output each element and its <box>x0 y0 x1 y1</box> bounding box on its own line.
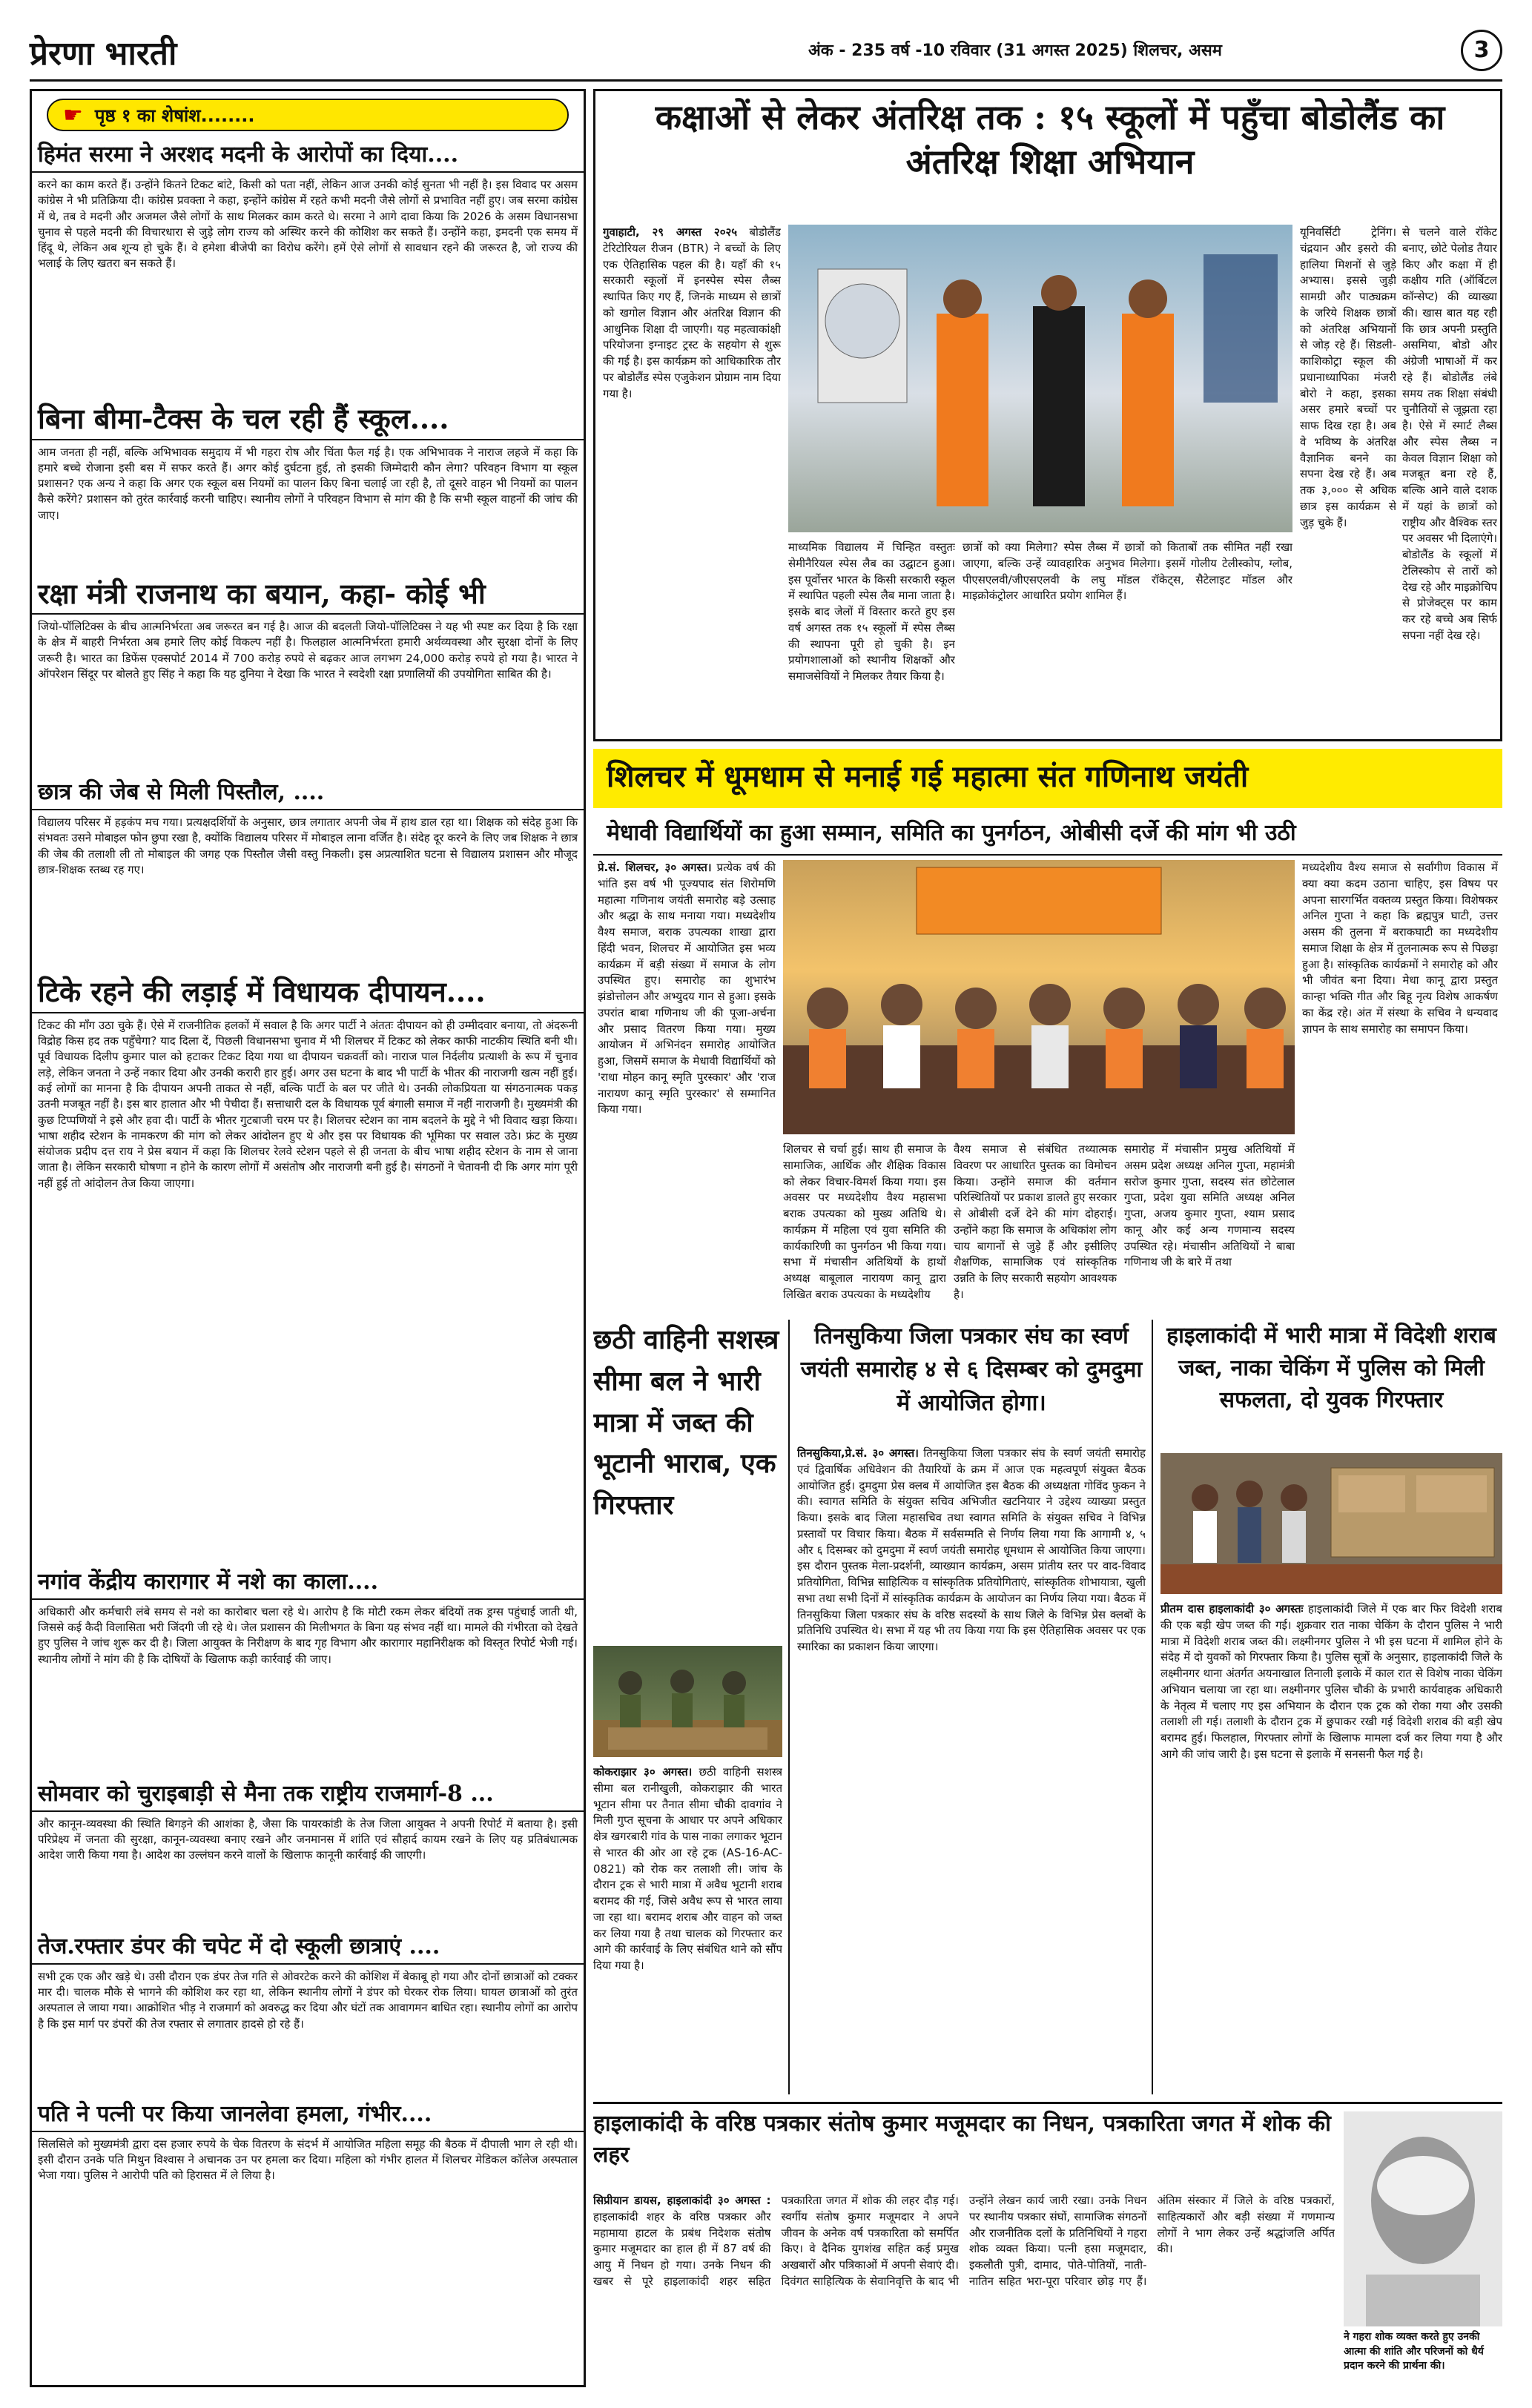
item-body: सभी ट्रक एक और खड़े थे। उसी दौरान एक डंपर तेज गति से ओवरटेक करने की कोशिश में बेकाबू हो गया और दोनों छात्राओं को टक्कर मार दी। चालक मौके से भागने की कोशिश कर रहा था, लेकिन स्थानीय लोगों ने डंपर को घेरकर रोक लिया। घायल छात्राओं को तुरंत अस्पताल ले जाया गया। आक्रोशित भीड़ ने राजमार्ग को अवरुद्ध कर दिया और घंटों तक आवागमन बाधित रहा। स्थानीय लोगों का आरोप है कि इस मार्ग पर डंपरों की तेज रफ्तार से लगातार हादसे हो रहे हैं। <box>38 1969 578 2031</box>
liquor-body: हाइलाकांदी जिले में एक बार फिर विदेशी शराब की एक बड़ी खेप जब्त की गई। शुक्रवार रात नाका चेकिंग के दौरान पुलिस ने भारी मात्रा में विदेशी शराब जब्त की। लक्ष्मीनगर पुलिस ने भी इस घटना में शामिल होने के संदेह में दो युवकों को गिरफ्तार किया है। पुलिस सूत्रों के अनुसार, हाइलाकांदी जिले के लक्ष्मीनगर थाना अंतर्गत अयनाखाल तिनाली इलाके में काल रात से विशेष नाका चेकिंग अभियान चलाया जा रहा था। लक्ष्मीनगर पुलिस चौकी के प्रभारी कार्यवाहक अधिकारी के नेतृत्व में चलाए गए इस अभियान के दौरान एक ट्रक को रोका गया और उसकी तलाशी ली गई। तलाशी के दौरान ट्रक में छुपाकर रखी गई विदेशी शराब की बड़ी खेप बरामद हुई। फिलहाल, गिरफ्तार लोगों के खिलाफ मामला दर्ज कर लिया गया है और आगे की जांच जारी है। इस घटना से इलाके में सनसनी फैल गई है। <box>1160 1602 1502 1761</box>
liquor-article <box>1160 1320 1502 2094</box>
liquor-dateline: प्रीतम दास हाइलाकांदी ३० अगस्तः <box>1160 1602 1304 1615</box>
space-article <box>593 89 1502 741</box>
space-text-left <box>603 225 781 736</box>
item-headline: छात्र की जेब से मिली पिस्तौल, .... <box>32 776 584 810</box>
jayanti-headline: शिलचर में धूमधाम से मनाई गई महात्मा संत गणिनाथ जयंती <box>593 749 1502 808</box>
space-body-far: से चलने वाले रॉकेट बनाए, छोटे पेलोड तैयार किए और कक्षा में ही कक्षीय गति (ऑर्बिटल कॉन्सेप्ट) की व्याख्या की। खास बात यह रही कि छात्र अपनी प्रस्तुति असमिया, बोडो और अंग्रेजी भाषाओं में कर रहे हैं। बोडोलैंड लंबे समय तक शिक्षा संबंधी चुनौतियों से जूझता रहा है। ऐसे में स्मार्ट लैब्स और स्पेस लैब्स न केवल विज्ञान शिक्षा को मजबूत बना रहे हैं, बल्कि आने वाले दशक में यहां के छात्रों को राष्ट्रीय और वैश्विक स्तर पर अवसर भी दिलाएंगे। बोडोलैंड के स्कूलों में टेलिस्कोप से तारों को देख रहे और माइक्रोचिप से प्रोजेक्ट्स पर काम कर रहे बच्चे अब सिर्फ सपना नहीं देख रहे। <box>1402 225 1497 642</box>
journalist-article <box>797 1320 1153 2094</box>
continued-column <box>30 89 586 2387</box>
liquor-headline: हाइलाकांदी में भारी मात्रा में विदेशी शराब जब्त, नाका चेकिंग में पुलिस को मिली सफलता, दो युवक गिरफ्तार <box>1166 1323 1496 1413</box>
journalist-headline: तिनसुकिया जिला पत्रकार संघ का स्वर्ण जयंती समारोह ४ से ६ दिसम्बर को दुमदुमा में आयोजित होगा। <box>800 1323 1143 1416</box>
jayanti-text-left <box>598 860 776 1305</box>
bhutan-text <box>593 1764 782 2091</box>
jayanti-body-left: प्रत्येक वर्ष की भांति इस वर्ष भी पूज्यपाद संत शिरोमणि महात्मा गणिनाथ जयंती समारोह बड़े उत्साह और श्रद्धा के साथ मनाया गया। मध्यदेशीय वैश्य समाज, बराक उपत्यका शाखा द्वारा हिंदी भवन, शिलचर में आयोजित इस भव्य कार्यक्रम में बड़ी संख्या में समाज के लोग उपस्थित हुए। समारोह का शुभारंभ झंडोत्तोलन और अभ्युदय गान से हुआ। इसके उपरांत बाबा गणिनाथ जी की पूजा-अर्चना और प्रसाद वितरण किया गया। मुख्य आयोजन में अभिनंदन समारोह आयोजित हुआ, जिसमें समाज के मेधावी विद्यार्थियों को 'राधा मोहन कानू स्मृति पुरस्कार' और 'राज नारायण कानू स्मृति पुरस्कार' से सम्मानित किया गया। <box>598 861 776 1117</box>
item-body: आम जनता ही नहीं, बल्कि अभिभावक समुदाय में भी गहरा रोष और चिंता फैल गई है। एक अभिभावक ने नाराज लहजे में कहा कि हमारे बच्चे रोजाना इसी बस में सफर करते हैं। अगर कोई दुर्घटना हुई, तो इसकी जिम्मेदारी कौन लेगा? परिवहन विभाग या स्कूल प्रशासन? एक अन्य ने कहा कि अगर एक स्कूल बस नियमों का पालन किए बिना चलाई जा रही है, तो दूसरे वाहन भी नियमों का पालन कैसे करेंगे? प्रशासन को तुरंत कार्रवाई करनी चाहिए। स्थानीय लोगों ने परिवहन विभाग से मांग की है कि सभी स्कूल वाहनों की जांच की जाए। <box>38 445 578 522</box>
jayanti-dateline: प्रे.सं. शिलचर, ३० अगस्त। <box>598 861 712 874</box>
item-body: सिलसिले को मुख्यमंत्री द्वारा दस हजार रुपये के चेक वितरण के संदर्भ में आयोजित महिला समूह की बैठक में दीपाली भाग ले रही थी। इसी दौरान उनके पति मिथुन विश्वास ने अचानक उन पर हमला कर दिया। महिला को गंभीर हालत में शिलचर मेडिकल कॉलेज अस्पताल भेजा गया। पुलिस ने आरोपी पति को हिरासत में ले लिया है। <box>38 2137 578 2183</box>
pointing-hand-icon: ☛ <box>63 102 83 128</box>
bhutan-body: छठी वाहिनी सशस्त्र सीमा बल रानीखुली, कोकराझार की भारत भूटान सीमा पर तैनात सीमा चौकी दावगांव ने मिली गुप्त सूचना के आधार पर अपने अधिकार क्षेत्र खगरबारी गांव के पास नाका लगाकर भूटान से भारत की ओर आ रहे ट्रक (AS-16-AC-0821) को रोक कर तलाशी ली। जांच के दौरान ट्रक से भारी मात्रा में अवैध भूटानी शराब बरामद की गई, जिसे अवैध रूप से भारत लाया जा रहा था। बरामद शराब और वाहन को जब्त कर लिया गया है तथा चालक को गिरफ्तार कर आगे की कार्रवाई के लिए संबंधित थाने को सौंप दिया गया है। <box>593 1765 782 1972</box>
space-body-right: यूनिवर्सिटी ट्रेनिंग। चंद्रयान और इसरो की हालिया मिशनों से जुड़े अभ्यास। इससे जुड़ी सामग्री और पाठ्यक्रम के जरिये शिक्षक छात्रों को अंतरिक्ष अभियानों से जोड़ रहे हैं। सिडली-काशिकोट्रा स्कूल की प्रधानाध्यापिका मंजरी बोरो ने कहा, इसका असर हमारे बच्चों पर साफ दिख रहा है। अब वे भविष्य के अंतरिक्ष वैज्ञानिक बनने का सपना देख रहे हैं। अब तक ३,००० से अधिक छात्र इस कार्यक्रम से जुड़ चुके हैं। <box>1300 225 1396 529</box>
item-body: जियो-पॉलिटिक्स के बीच आत्मनिर्भरता अब जरूरत बन गई है। आज की बदलती जियो-पॉलिटिक्स ने यह भी स्पष्ट कर दिया है कि रक्षा के क्षेत्र में बाहरी निर्भरता अब हमारे लिए कोई विकल्प नहीं है। फिलहाल आत्मनिर्भरता हमारी अर्थव्यवस्था और सुरक्षा दोनों के लिए जरूरी है। भारत का डिफेंस एक्सपोर्ट 2014 में 700 करोड़ रुपये से बढ़कर आज लगभग 24,000 करोड़ रुपये हो गया है। भारत ने ऑपरेशन सिंदूर पर बोलते हुए सिंह ने कहा कि यह दुनिया ने देखा कि भारत ने स्वदेशी रक्षा प्रणालियों की उपयोगिता साबित की है। <box>38 620 578 681</box>
jayanti-body-right: समारोह में मंचासीन प्रमुख अतिथियों में असम प्रदेश अध्यक्ष अनिल गुप्ता, महामंत्री सरोज कुमार गुप्ता, सदस्य संत छोटेलाल गुप्ता, प्रदेश युवा समिति अध्यक्ष अनिल गुप्ता, अजय कुमार गुप्ता, श्याम प्रसाद कानू और कई अन्य गणमान्य सदस्य उपस्थित रहे। मंचासीन अतिथियों ने बाबा गणिनाथ जी के बारे में तथा <box>1124 1142 1295 1269</box>
item-body: अधिकारी और कर्मचारी लंबे समय से नशे का कारोबार चला रहे थे। आरोप है कि मोटी रकम लेकर बंदियों तक ड्रग्स पहुंचाई जाती थी, जिससे कई कैदी विलासिता भरी जिंदगी जी रहे थे। जेल प्रशासन की मिलीभगत के बिना यह संभव नहीं था। मामले की गंभीरता को देखते हुए पुलिस ने जांच शुरू कर दी है। जिला आयुक्त के निरीक्षण के बाद गृह विभाग और कारागार महानिरीक्षक को विस्तृत रिपोर्ट भेजी गई। स्थानीय लोगों ने मांग की है कि दोषियों के खिलाफ कड़ी कार्रवाई की जाए। <box>38 1604 578 1666</box>
dignitaries-on-stage-illustration <box>783 860 1295 1134</box>
item-body: विद्यालय परिसर में हड़कंप मच गया। प्रत्यक्षदर्शियों के अनुसार, छात्र लगातार अपनी जेब में हाथ डाल रहा था। शिक्षक को संदेह हुआ कि संभवतः उसने मोबाइल फोन छुपा रखा है, क्योंकि विद्यालय परिसर में मोबाइल लाना वर्जित है। संदेह दूर करने के लिए जब शिक्षक ने छात्र की जेब की तलाशी ली तो मोबाइल की जगह एक पिस्तौल जैसी वस्तु निकली। इस अप्रत्याशित घटना से विद्यालय प्रशासन और मौजूद छात्र-शिक्षक स्तब्ध रह गए। <box>38 816 578 877</box>
obituary-headline: हाइलाकांदी के वरिष्ठ पत्रकार संतोष कुमार मजूमदार का निधन, पत्रकारिता जगत में शोक की लहर <box>593 2111 1331 2168</box>
jayanti-body-far: मध्यदेशीय वैश्य समाज से सर्वांगीण विकास में क्या क्या कदम उठाना चाहिए, इस विषय पर अपना सारगर्भित वक्तव्य प्रस्तुत किया। विशेषकर अनिल गुप्ता ने कहा कि ब्रह्मपुत्र घाटी, उत्तर असम की तुलना में बराकघाटी का मध्यदेशीय समाज शिक्षा के क्षेत्र में तुलनात्मक रूप से पिछड़ा हुआ है। सांस्कृतिक कार्यक्रमों ने समारोह को और भी जीवंत बना दिया। मेधा कानू द्वारा प्रस्तुत कान्हा भक्ति गीत और बिहू नृत्य विशेष आकर्षण का केंद्र रहे। अंत में संस्था के सचिव ने धन्यवाद ज्ञापन के साथ समारोह का समापन किया। <box>1302 861 1498 1036</box>
item-headline: टिके रहने की लड़ाई में विधायक दीपायन.... <box>32 972 584 1013</box>
continued-item <box>32 776 584 972</box>
journalist-body: तिनसुकिया जिला पत्रकार संघ के स्वर्ण जयंती समारोह एवं द्विवार्षिक अधिवेशन की तैयारियों के क्रम में आज एक महत्वपूर्ण संयुक्त बैठक आयोजित हुई। दुमदुमा प्रेस क्लब में आयोजित इस बैठक की अध्यक्षता गोविंद फुकन ने की। स्वागत समिति के संयुक्त सचिव अभिजीत खटनियार ने उद्देश्य व्याख्या प्रस्तुत किया। इसके बाद जिला महासचिव तथा स्वागत समिति के संयुक्त सचिव ने विभिन्न प्रस्तावों पर विचार किया। बैठक में सर्वसम्मति से निर्णय लिया गया कि आगामी ४, ५ और ६ दिसम्बर को दुमदुमा में स्वर्ण जयंती समारोह धूमधाम से आयोजित किया जाएगा। इस दौरान पुस्तक मेला-प्रदर्शनी, व्याख्यान कार्यक्रम, असम प्रांतीय स्तर पर वाद-विवाद प्रतियोगिता, विभिन्न साहित्यिक व सांस्कृतिक प्रतियोगिताएं, सांस्कृतिक शोभायात्रा, खुली सभा तथा सभी दिनों में सांस्कृतिक कार्यक्रम के आयोजन का निर्णय लिया गया। बैठक में तिनसुकिया जिला पत्रकार संघ के वरिष्ठ सदस्यों के साथ जिले के विभिन्न प्रेस क्लबों के प्रतिनिधि उपस्थित थे। सभा में यह भी तय किया गया कि इस ऐतिहासिक अवसर पर एक स्मारिका का प्रकाशन किया जाएगा। <box>797 1446 1146 1653</box>
continued-tag <box>47 99 569 131</box>
item-body: और कानून-व्यवस्था की स्थिति बिगड़ने की आशंका है, जैसा कि पायरकांडी के तेज जिला आयुक्त ने अपनी रिपोर्ट में बताया है। इसी परिप्रेक्ष्य में जनता की सुरक्षा, कानून-व्यवस्था बनाए रखने और जनमानस में शांति एवं सौहार्द कायम रखने के लिए यह प्रतिबंधात्मक आदेश जारी किया गया है। आदेश का उल्लंघन करने वालों के खिलाफ कानूनी कार्रवाई की जाएगी। <box>38 1816 578 1862</box>
bhutan-headline: छठी वाहिनी सशस्त्र सीमा बल ने भारी मात्रा में जब्त की भूटानी भाराब, एक गिरफ्तार <box>593 1324 779 1521</box>
item-headline: हिमंत सरमा ने अरशद मदनी के आरोपों का दिया.... <box>32 139 584 173</box>
masthead <box>30 30 1502 82</box>
item-body: टिकट की माँग उठा चुके हैं। ऐसे में राजनीतिक हलकों में सवाल है कि अगर पार्टी ने अंततः दीपायन को ही उम्मीदवार बनाया, तो अंदरूनी विद्रोह किस हद तक पहुँचेगा? याद दिला दें, पिछली विधानसभा चुनाव में भी शिलचर में टिकट को लेकर काफी नाटकीय स्थिति बनी थी। पूर्व विधायक दिलीप कुमार पाल को हटाकर टिकट दिया गया था दीपायन चक्रवर्ती को। नाराज पाल निर्दलीय प्रत्याशी के रूप में चुनाव लड़े, लेकिन जनता ने उन्हें नकार दिया और उनकी करारी हार हुई। अगर उस घटना के बाद भी पार्टी के भीतर की नाराजगी खत्म नहीं हुई। कई लोगों का मानना है कि दीपायन अपनी ताकत से नहीं, बल्कि पार्टी के बल पर जीते थे। उनकी लोकप्रियता या संगठनात्मक पकड़ उतनी मजबूत नहीं है। इस बार हालात और भी पेचीदा हैं। सत्ताधारी दल के विधायक पूर्व बंगाली समाज में नहीं नाराजगी है। मुख्यमंत्री की कुछ टिप्पणियों ने इसे और हवा दी। पार्टी के भीतर गुटबाजी चरम पर है। शिलचर स्टेशन का नाम बदलने के मुद्दे ने भी विवाद खड़ा किया। भाषा शहीद स्टेशन के नामकरण की मांग को लेकर आंदोलन हुए थे और इस पर विधायक की भूमिका पर सवाल उठे। फ्रंट के मुख्य संयोजक प्रदीप दत्त राय ने प्रेस बयान में कहा कि शिलचर रेलवे स्टेशन पहले से ही जनता के बीच भाषा शहीद स्टेशन के नाम से जाना जाता है। लेकिन सरकारी घोषणा न होने के कारण लोगों में असंतोष और नाराजगी बनी हुई है। संगठनों ने चेतावनी दी कि अगर मांग पूरी नहीं हुई तो आंदोलन तेज किया जाएगा। <box>38 1018 578 1190</box>
bhutan-photo <box>593 1646 782 1757</box>
jayanti-subhead: मेधावी विद्यार्थियों का हुआ सम्मान, समिति का पुनर्गठन, ओबीसी दर्जे की मांग भी उठी <box>593 811 1502 856</box>
liquor-text <box>1160 1601 1502 2091</box>
obituary-dateline: सिप्रीयान डायस, हाइलाकांदी ३० अगस्त : <box>593 2194 771 2207</box>
obituary-body: हाइलाकांदी शहर के वरिष्ठ पत्रकार और महामाया हाटल के प्रबंध निदेशक संतोष कुमार मजूमदार का हाल ही में 87 वर्ष की आयु में निधन हो गया। उनके निधन की खबर से पूरे हाइलाकांदी शहर सहित पत्रकारिता जगत में शोक की लहर दौड़ गई। स्वर्गीय संतोष कुमार मजूमदार ने अपने जीवन के अनेक वर्ष पत्रकारिता को समर्पित किए। वे दैनिक युगशंख सहित कई प्रमुख अखबारों और पत्रिकाओं में अपनी सेवाएं दी। दिवंगत साहित्यिक के सेवानिवृत्ति के बाद भी उन्होंने लेखन कार्य जारी रखा। उनके निधन पर स्थानीय पत्रकार संघों, सामाजिक संगठनों और राजनीतिक दलों के प्रतिनिधियों ने गहरा शोक व्यक्त किया। पत्नी हसा मजूमदार, इकलौती पुत्री, दामाद, पोते-पोतियों, नाती-नातिन सहित भरा-पूरा परिवार छोड़ गए हैं। अंतिम संस्कार में जिले के वरिष्ठ पत्रकारों, साहित्यकारों और बड़ी संख्या में गणमान्य लोगों ने भाग लेकर उन्हें श्रद्धांजलि अर्पित की। <box>593 2194 1335 2288</box>
liquor-photo <box>1160 1453 1502 1594</box>
obituary-caption: ने गहरा शोक व्यक्त करते हुए उनकी आत्मा की शांति और परिजनों को धैर्य प्रदान करने की प्रार्थना की। <box>1344 2331 1484 2372</box>
space-dateline: गुवाहाटी, २९ अगस्त २०२५ <box>603 225 738 239</box>
bhutan-article <box>593 1320 790 2094</box>
seized-cartons-illustration <box>1160 1453 1502 1594</box>
continued-item <box>32 1931 584 2098</box>
issue-line: अंक - 235 वर्ष -10 रविवार (31 अगस्त 2025) शिलचर, असम <box>808 42 1222 60</box>
item-headline: तेज.रफ्तार डंपर की चपेट में दो स्कूली छात्राएं .... <box>32 1931 584 1965</box>
item-headline: रक्षा मंत्री राजनाथ का बयान, कहा- कोई भी <box>32 574 584 615</box>
continued-label: पृष्ठ १ का शेषांश........ <box>94 105 255 126</box>
continued-item <box>32 1566 584 1778</box>
item-headline: नगांव केंद्रीय कारागार में नशे का काला.... <box>32 1566 584 1600</box>
item-headline: सोमवार को चुराइबाड़ी से मैना तक राष्ट्रीय राजमार्ग-8 ... <box>32 1778 584 1812</box>
obituary-text <box>593 2193 1335 2386</box>
space-body-left: बोडोलैंड टेरिटोरियल रीजन (BTR) ने बच्चों के लिए एक ऐतिहासिक पहल की है। यहाँ की १५ सरकारी स्कूलों में इनस्पेस स्पेस लैब्स स्थापित किए गए हैं, जिनके माध्यम से छात्रों को खगोल विज्ञान और अंतरिक्ष विज्ञान की आधुनिक शिक्षा दी जाएगी। यह महत्वाकांक्षी परियोजना इग्नाइट ट्रस्ट के सहयोग से शुरू की गई है। इस कार्यक्रम को आधिकारिक तौर पर बोडोलैंड स्पेस एजुकेशन प्रोग्राम नाम दिया गया है। <box>603 225 781 400</box>
continued-item <box>32 2098 584 2243</box>
bhutan-dateline: कोकराझार ३० अगस्त। <box>593 1765 693 1779</box>
continued-item <box>32 574 584 777</box>
continued-item <box>32 139 584 399</box>
item-headline: बिना बीमा-टैक्स के चल रही हैं स्कूल.... <box>32 399 584 440</box>
space-body-mid2: छात्रों को क्या मिलेगा? स्पेस लैब्स में छात्रों को किताबों तक सीमित नहीं रखा जाएगा, बल्कि उन्हें व्यावहारिक अनुभव मिलेगा। इसमें गोलीय टेलीस्कोप, ग्लोब, पीएसएलवी/जीएसएलवी के लघु मॉडल रॉकेट्स, सैटेलाइट मॉडल और माइक्रोकंट्रोलर आधारित प्रयोग शामिल हैं। <box>963 540 1292 603</box>
continued-item <box>32 399 584 574</box>
journalist-text <box>797 1446 1146 2091</box>
space-body-mid: माध्यमिक विद्यालय में चिन्हित वस्तुतः सेमीनैरियल स्पेस लैब का उद्घाटन हुआ। इस पूर्वोत्तर भारत के किसी सरकारी स्कूल में स्थापित पहली स्पेस लैब माना जाता है। इसके बाद जेलों में विस्तार करते हुए इस वर्ष अगस्त तक १५ स्कूलों में स्पेस लैब्स की स्थापना पूरी हो चुकी है। इन प्रयोगशालाओं को स्थानीय शिक्षकों और समाजसेवियों ने मिलकर तैयार किया है। <box>788 540 955 683</box>
obituary-portrait <box>1344 2111 1502 2326</box>
item-headline: पति ने पत्नी पर किया जानलेवा हमला, गंभीर.... <box>32 2098 584 2132</box>
page-number: 3 <box>1461 30 1502 71</box>
journalist-dateline: तिनसुकिया,प्रे.सं. ३० अगस्त। <box>797 1446 919 1460</box>
portrait-illustration <box>1344 2111 1502 2326</box>
jayanti-body-mid2: वैश्य समाज से संबंधित तथ्यात्मक विवरण पर आधारित पुस्तक का विमोचन किया। उन्होंने समाज की वर्तमान परिस्थितियों पर प्रकाश डालते हुए सरकार से ओबीसी दर्जे देने की मांग दोहराई। उन्होंने कहा कि समाज के अधिकांश लोग चाय बागानों से जुड़े हैं और इसीलिए शैक्षणिक, सामाजिक एवं सांस्कृतिक उन्नति के लिए सरकारी सहयोग आवश्यक है। <box>954 1142 1117 1301</box>
security-personnel-illustration <box>593 1646 782 1757</box>
jayanti-article <box>593 749 1502 1312</box>
space-headline: कक्षाओं से लेकर अंतरिक्ष तक : १५ स्कूलों में पहुँचा बोडोलैंड का अंतरिक्ष शिक्षा अभियान <box>655 97 1445 182</box>
paper-name: प्रेरणा भारती <box>30 35 177 73</box>
item-body: करने का काम करते हैं। उन्होंने कितने टिकट बांटे, किसी को पता नहीं, लेकिन आज उनकी कोई सुनता भी नहीं है। इस विवाद पर असम कांग्रेस ने भी प्रतिक्रिया दी। कांग्रेस प्रवक्ता ने कहा, इन्होंने कांग्रेस में रहते कभी मदनी जैसे लोगों से प्रभावित नहीं हुए। जब सरमा कांग्रेस में थे, तब वे मदनी और अजमल जैसे लोगों के साथ मिलकर काम करते थे। सरमा ने आगे दावा किया कि 2026 के असम विधानसभा चुनाव से पहले मदनी की विचारधारा से जुड़े लोग राज्य को अस्थिर करने की कोशिश कर सकते हैं। उन्होंने कहा, इमदनी एक समय में हिंदू थे, लेकिन अब शून्य हो चुके हैं। वे हमेशा बीजेपी का विरोध करेंगे। हमें ऐसे लोगों से सावधान रहने की जरूरत है, जो राज्य की भलाई के लिए खतरा बन सकते हैं। <box>38 178 578 271</box>
astronaut-group-illustration <box>788 225 1292 532</box>
continued-item <box>32 1778 584 1931</box>
jayanti-body-mid: शिलचर से चर्चा हुई। साथ ही समाज के सामाजिक, आर्थिक और शैक्षिक विकास को लेकर विचार-विमर्श किया गया। इस अवसर पर मध्यदेशीय वैश्य महासभा बराक उपत्यका को मुख्य अतिथि थे। कार्यक्रम में महिला एवं युवा समिति की कार्यकारिणी का पुनर्गठन भी किया गया। सभा में मंचासीन अतिथियों के हाथों अध्यक्ष बाबूलाल नारायण कानू द्वारा लिखित बराक उपत्यका के मध्यदेशीय <box>783 1142 946 1301</box>
jayanti-photo <box>783 860 1295 1134</box>
continued-item <box>32 972 584 1566</box>
obituary-article <box>593 2102 1502 2387</box>
space-photo <box>788 225 1292 532</box>
